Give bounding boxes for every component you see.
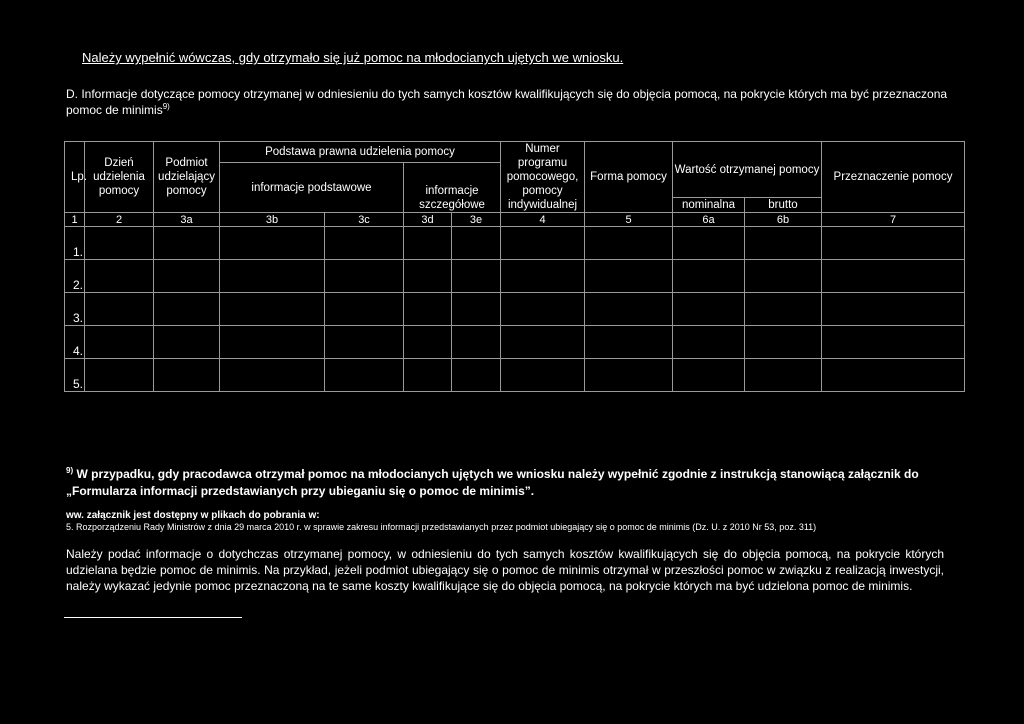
col-header-przeznaczenie: Przeznaczenie pomocy: [822, 142, 965, 213]
table-cell[interactable]: [501, 293, 585, 326]
table-cell[interactable]: [154, 293, 220, 326]
table-cell[interactable]: [404, 227, 452, 260]
table-cell[interactable]: [822, 359, 965, 392]
column-number: 2: [85, 213, 154, 227]
row-number: 3.: [65, 293, 85, 326]
table-cell[interactable]: [325, 293, 404, 326]
table-cell[interactable]: [85, 326, 154, 359]
table-cell[interactable]: [404, 326, 452, 359]
table-cell[interactable]: [220, 260, 325, 293]
table-cell[interactable]: [501, 326, 585, 359]
table-cell[interactable]: [85, 293, 154, 326]
table-cell[interactable]: [154, 326, 220, 359]
table-cell[interactable]: [745, 293, 822, 326]
column-number: 3b: [220, 213, 325, 227]
table-cell[interactable]: [585, 359, 673, 392]
col-header-info-podstawowe: informacje podstawowe: [220, 163, 404, 213]
table-cell[interactable]: [220, 326, 325, 359]
table-cell[interactable]: [673, 293, 745, 326]
table-cell[interactable]: [85, 260, 154, 293]
table-cell[interactable]: [325, 260, 404, 293]
aid-table: [64, 141, 965, 392]
column-number: 3e: [452, 213, 501, 227]
row-number: 5.: [65, 359, 85, 392]
table-cell[interactable]: [452, 293, 501, 326]
table-cell[interactable]: [220, 359, 325, 392]
table-cell[interactable]: [673, 326, 745, 359]
table-cell[interactable]: [822, 326, 965, 359]
row-number: 1.: [65, 227, 85, 260]
table-row: [65, 293, 965, 326]
table-cell[interactable]: [585, 260, 673, 293]
table-row: [65, 260, 965, 293]
section-d-text: D. Informacje dotyczące pomocy otrzymanej w odniesieniu do tych samych kosztów kwalifikujących się do objęcia pomocą, na pokrycie których ma być przeznaczona pomoc de minimis: [66, 87, 948, 117]
table-cell[interactable]: [585, 326, 673, 359]
col-header-numer: Numer programu pomocowego, pomocy indywidualnej: [501, 142, 585, 213]
footnote-text: W przypadku, gdy pracodawca otrzymał pomoc na młodocianych ujętych we wniosku należy wypełnić zgodnie z instrukcją stanowiącą załącznik do „Formularza informacji przedstawianych przy ubieganiu się o pomoc de minimis”.: [66, 467, 919, 498]
instruction-paragraph: Należy podać informacje o dotychczas otrzymanej pomocy, w odniesieniu do tych samych kosztów kwalifikujących się do objęcia pomocą, na pokrycie których udzielana będzie pomoc de minimis. Na przykład, jeżeli podmiot ubiegający się o pomoc de minimis otrzymał w przeszłości pomoc w związku z realizacją inwestycji, należy wykazać jedynie pomoc przeznaczoną na te same koszty kwalifikujące się do objęcia pomocą, na pokrycie których ma być udzielona pomoc de minimis.: [66, 547, 944, 593]
section-d-title: [66, 86, 966, 118]
col-header-podmiot: Podmiot udzielający pomocy: [154, 142, 220, 213]
table-cell[interactable]: [745, 227, 822, 260]
table-cell[interactable]: [452, 260, 501, 293]
table-cell[interactable]: [501, 227, 585, 260]
col-header-brutto: brutto: [745, 198, 822, 213]
table-cell[interactable]: [822, 293, 965, 326]
table-cell[interactable]: [154, 260, 220, 293]
table-cell[interactable]: [745, 359, 822, 392]
table-cell[interactable]: [673, 260, 745, 293]
table-cell[interactable]: [404, 293, 452, 326]
column-number: 6b: [745, 213, 822, 227]
footnote-ref: 9): [162, 102, 170, 111]
column-number: 1: [65, 213, 85, 227]
regulation-citation: 5. Rozporządzeniu Rady Ministrów z dnia 29 marca 2010 r. w sprawie zakresu informacji przedstawianych przez podmiot ubiegający się o pomoc de minimis (Dz. U. z 2010 Nr 53, poz. 311): [66, 522, 817, 532]
footnote: [66, 466, 956, 500]
footnote-marker: 9): [66, 466, 74, 475]
table-cell[interactable]: [85, 227, 154, 260]
row-number: 4.: [65, 326, 85, 359]
column-number: 6a: [673, 213, 745, 227]
col-header-wartosc: Wartość otrzymanej pomocy: [673, 142, 822, 198]
table-cell[interactable]: [85, 359, 154, 392]
table-cell[interactable]: [822, 260, 965, 293]
column-number: 3c: [325, 213, 404, 227]
form-heading: Należy wypełnić wówczas, gdy otrzymało się już pomoc na młodocianych ujętych we wniosku.: [82, 50, 624, 65]
col-header-forma: Forma pomocy: [585, 142, 673, 213]
table-cell[interactable]: [745, 326, 822, 359]
column-number: 4: [501, 213, 585, 227]
table-cell[interactable]: [673, 359, 745, 392]
table-cell[interactable]: [404, 260, 452, 293]
table-cell[interactable]: [452, 326, 501, 359]
table-cell[interactable]: [822, 227, 965, 260]
table-row: [65, 359, 965, 392]
column-number: 3a: [154, 213, 220, 227]
column-number: 7: [822, 213, 965, 227]
col-header-dzien: Dzień udzielenia pomocy: [85, 142, 154, 213]
table-row: [65, 227, 965, 260]
download-note: ww. załącznik jest dostępny w plikach do pobrania w:: [66, 510, 320, 521]
table-cell[interactable]: [404, 359, 452, 392]
col-header-nominalna: nominalna: [673, 198, 745, 213]
table-cell[interactable]: [501, 359, 585, 392]
col-header-info-szczegolowe: informacje szczegółowe: [404, 163, 501, 213]
table-cell[interactable]: [154, 227, 220, 260]
table-cell[interactable]: [325, 359, 404, 392]
separator-line: [64, 617, 242, 618]
row-number: 2.: [65, 260, 85, 293]
col-header-podstawa: Podstawa prawna udzielenia pomocy: [220, 142, 501, 163]
column-number: 3d: [404, 213, 452, 227]
col-header-lp: Lp.: [65, 142, 85, 213]
table-cell[interactable]: [585, 227, 673, 260]
table-cell[interactable]: [220, 293, 325, 326]
table-cell[interactable]: [585, 293, 673, 326]
table-cell[interactable]: [154, 359, 220, 392]
table-cell[interactable]: [673, 227, 745, 260]
table-cell[interactable]: [220, 227, 325, 260]
table-cell[interactable]: [325, 326, 404, 359]
table-cell[interactable]: [325, 227, 404, 260]
table-cell[interactable]: [452, 227, 501, 260]
table-cell[interactable]: [745, 260, 822, 293]
table-cell[interactable]: [501, 260, 585, 293]
table-cell[interactable]: [452, 359, 501, 392]
table-row: [65, 326, 965, 359]
column-number-row: [65, 213, 965, 227]
column-number: 5: [585, 213, 673, 227]
